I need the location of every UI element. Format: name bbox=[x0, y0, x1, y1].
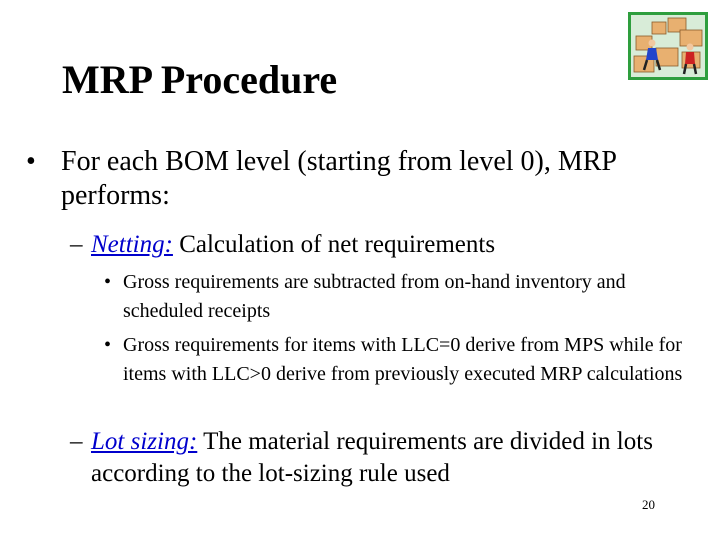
lot-sizing-term: Lot sizing: bbox=[91, 428, 198, 455]
netting-sub-bullet bbox=[104, 268, 694, 326]
lot-sizing-text: The material requirements are divided in lots according to the lot-sizing rule used bbox=[91, 428, 653, 487]
intro-text: For each BOM level (starting from level 0), MRP performs: bbox=[61, 146, 616, 211]
netting-text: Calculation of net requirements bbox=[172, 231, 496, 258]
netting-item bbox=[70, 229, 690, 261]
sub-bullet-text: Gross requirements for items with LLC=0 derive from MPS while for items with LLC>0 derive from previously executed MRP calculations bbox=[123, 334, 683, 385]
bullet-marker: • bbox=[104, 271, 112, 293]
bullet-marker: • bbox=[104, 334, 112, 356]
dash-marker: – bbox=[70, 231, 83, 258]
lot-sizing-item bbox=[70, 426, 690, 490]
intro-bullet-item bbox=[26, 145, 706, 213]
slide-title: MRP Procedure bbox=[62, 57, 338, 102]
warehouse-workers-boxes-icon bbox=[628, 12, 708, 80]
netting-sub-bullet bbox=[104, 331, 694, 389]
netting-term: Netting: bbox=[91, 231, 173, 258]
dash-marker: – bbox=[70, 428, 83, 455]
sub-bullet-text: Gross requirements are subtracted from on-hand inventory and scheduled receipts bbox=[123, 271, 626, 322]
page-number: 20 bbox=[642, 497, 655, 512]
bullet-marker: • bbox=[26, 146, 36, 177]
